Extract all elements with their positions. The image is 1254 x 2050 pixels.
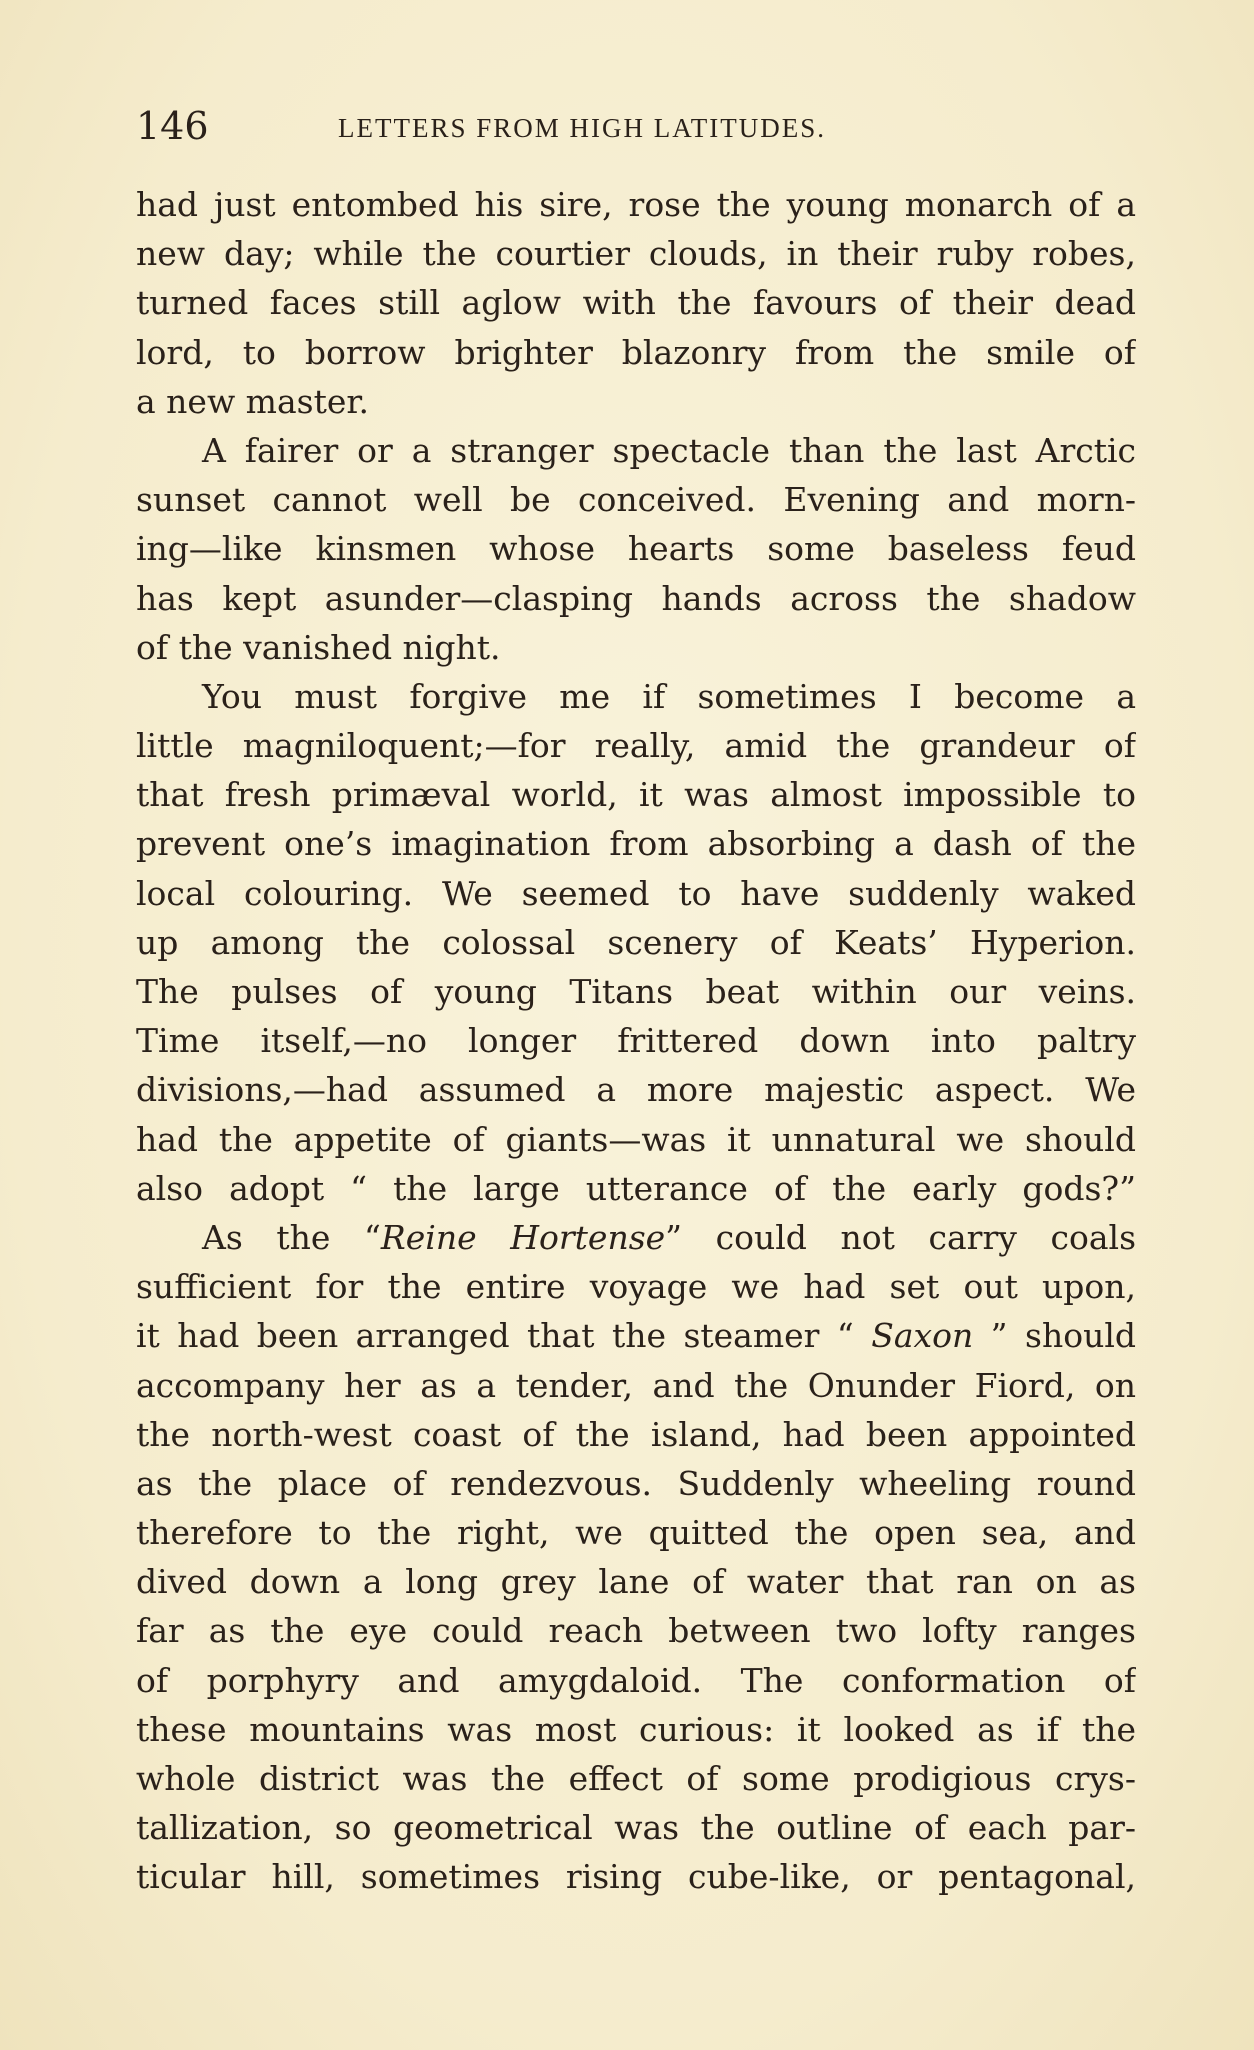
text-line: lord, to borrow brighter blazonry from the smile of (136, 332, 1136, 372)
text-line: therefore to the right, we quitted the open sea, and (136, 1513, 1136, 1553)
text-line: whole district was the effect of some prodigious crys- (136, 1759, 1136, 1798)
text-line: dived down a long grey lane of water that ran on as (136, 1562, 1136, 1602)
text-line: ticular hill, sometimes rising cube-like, or pentagonal, (136, 1857, 1136, 1897)
text-line: that fresh primæval world, it was almost impossible to (136, 775, 1136, 815)
text-line: The pulses of young Titans beat within our veins. (136, 972, 1136, 1011)
text-line: local colouring. We seemed to have suddenly waked (136, 873, 1136, 913)
text-line: turned faces still aglow with the favours of their dead (136, 283, 1136, 323)
text-line: had just entombed his sire, rose the young monarch of a (136, 185, 1136, 224)
line-text-after: ” should (973, 1316, 1136, 1356)
text-line: these mountains was most curious: it looked as if the (136, 1709, 1136, 1749)
text-line: prevent one’s imagination from absorbing a dash of the (136, 824, 1136, 864)
text-line: A fairer or a stranger spectacle than the last Arctic (202, 430, 1136, 470)
text-line: sufficient for the entire voyage we had set out upon, (136, 1267, 1136, 1307)
text-line: divisions,—had assumed a more majestic aspect. We (136, 1070, 1136, 1110)
body-text (136, 180, 1136, 1902)
text-line: as the place of rendezvous. Suddenly wheeling round (136, 1463, 1136, 1503)
text-line: sunset cannot well be conceived. Evening and morn- (136, 480, 1136, 520)
line-text-before: it had been arranged that the steamer “ (136, 1316, 872, 1356)
ship-name-saxon: Saxon (871, 1316, 974, 1356)
text-line (136, 1311, 1136, 1360)
text-line: accompany her as a tender, and the Onunder Fiord, on (136, 1365, 1136, 1405)
text-line: of the vanished night. (136, 627, 501, 667)
text-line: tallization, so geometrical was the outline of each par- (136, 1808, 1136, 1848)
running-title: LETTERS FROM HIGH LATITUDES. (338, 113, 826, 143)
text-line: new day; while the courtier clouds, in their ruby robes, (136, 234, 1136, 274)
text-line: had the appetite of giants—was it unnatural we should (136, 1119, 1136, 1159)
text-line: up among the colossal scenery of Keats’ Hyperion. (136, 922, 1136, 962)
running-head (136, 104, 1136, 148)
text-line: the north-west coast of the island, had been appointed (136, 1414, 1136, 1454)
line-text-after: ” could not carry coals (665, 1217, 1136, 1257)
text-line: ing—like kinsmen whose hearts some baseless feud (136, 529, 1136, 569)
text-line: a new master. (136, 381, 370, 421)
page-number: 146 (136, 104, 209, 148)
text-line: little magniloquent;—for really, amid the grandeur of (136, 726, 1136, 766)
line-text-before: As the “ (202, 1217, 381, 1257)
text-line: has kept asunder—clasping hands across the shadow (136, 578, 1136, 618)
text-line: You must forgive me if sometimes I become a (202, 676, 1136, 716)
text-line: far as the eye could reach between two lofty ranges (136, 1611, 1136, 1651)
text-line (136, 1213, 1136, 1262)
text-line: of porphyry and amygdaloid. The conformation of (136, 1660, 1136, 1700)
text-line: Time itself,—no longer frittered down into paltry (136, 1021, 1136, 1061)
ship-name-reine-hortense: Reine Hortense (380, 1217, 666, 1257)
text-line: also adopt “ the large utterance of the early gods?” (136, 1168, 1136, 1208)
